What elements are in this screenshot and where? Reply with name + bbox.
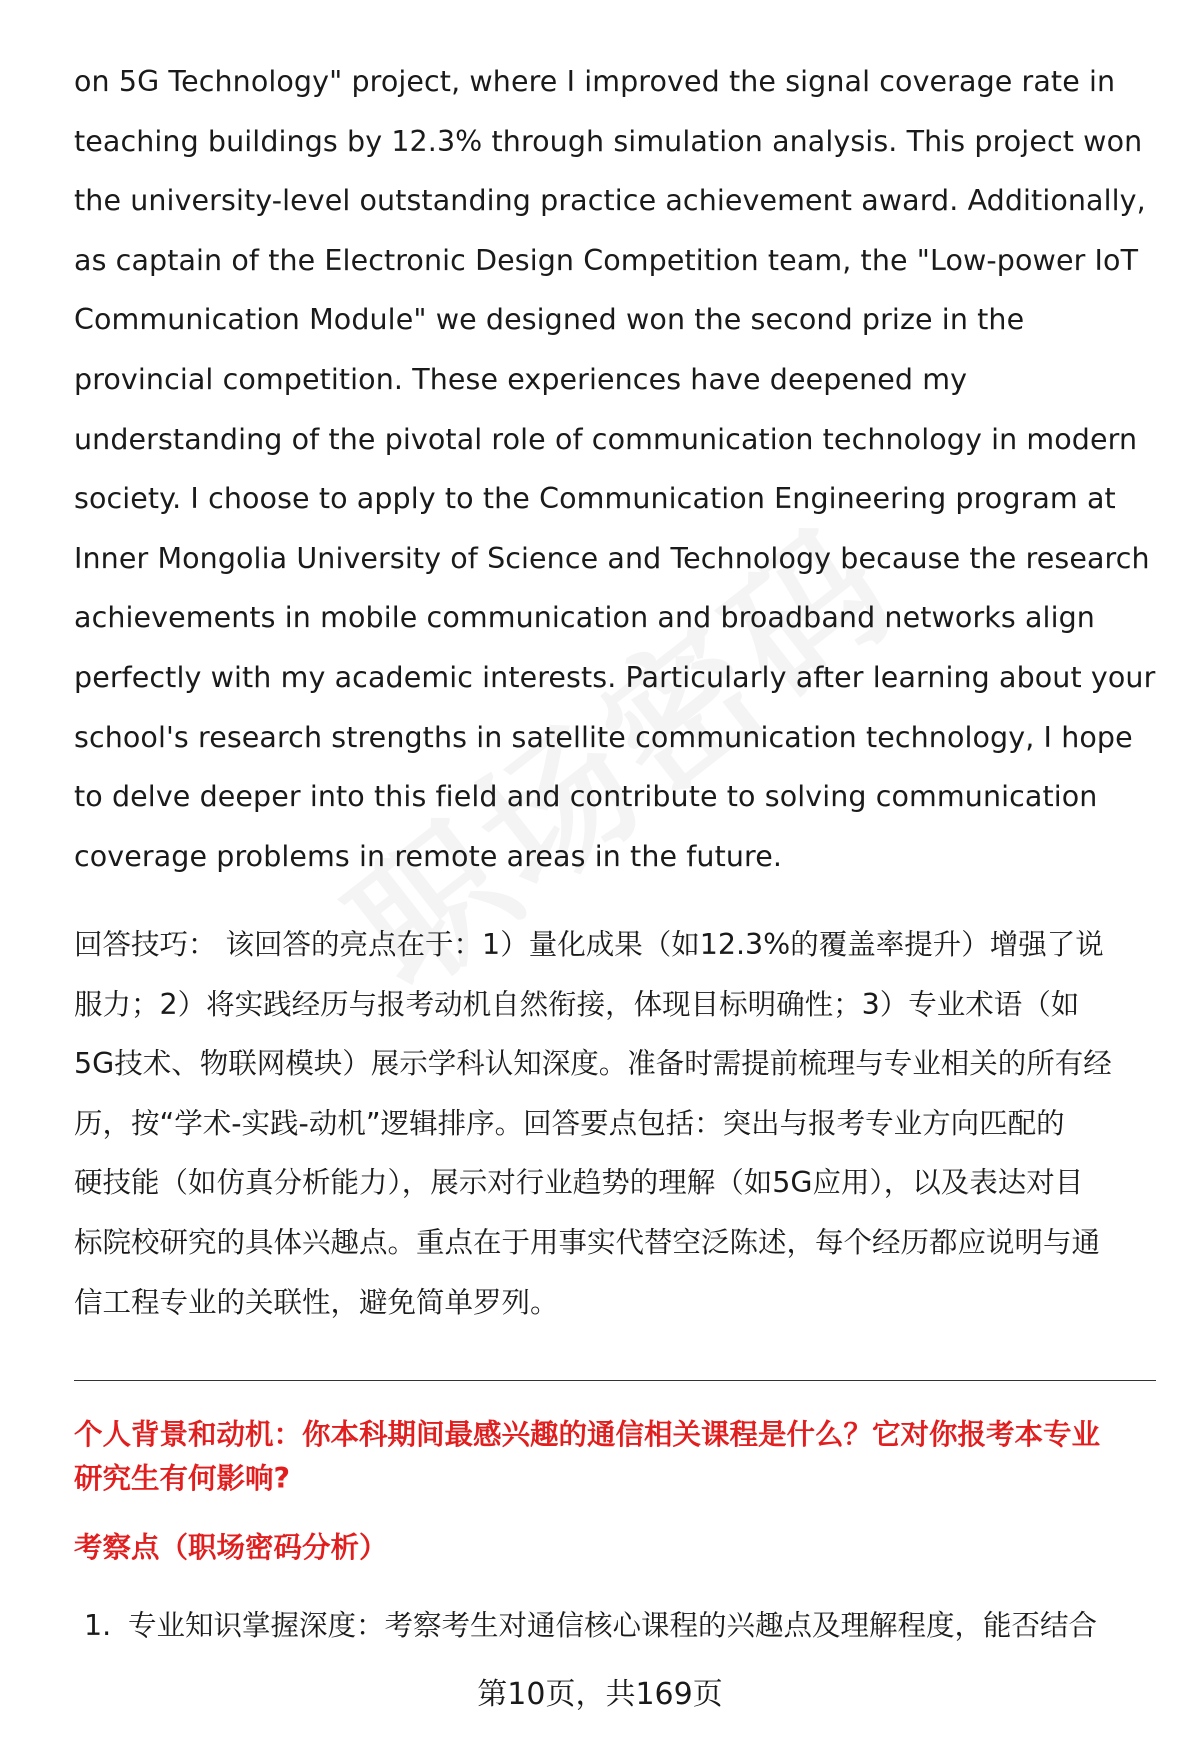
- tips-line: 回答技巧： 该回答的亮点在于：1）量化成果（如12.3%的覆盖率提升）增强了说: [74, 928, 1104, 961]
- section-title: 考察点（职场密码分析）: [74, 1531, 388, 1564]
- list-item-text: 专业知识掌握深度：考察考生对通信核心课程的兴趣点及理解程度，能否结合: [128, 1609, 1098, 1642]
- paragraph-line: achievements in mobile communication and broadband networks align: [74, 601, 1095, 635]
- question-line: 个人背景和动机：你本科期间最感兴趣的通信相关课程是什么？它对你报考本专业: [74, 1418, 1101, 1451]
- answer-tips-paragraph: [74, 915, 1154, 1332]
- paragraph-line: teaching buildings by 12.3% through simulation analysis. This project won: [74, 124, 1143, 158]
- question-heading: [74, 1413, 1164, 1501]
- paragraph-line: as captain of the Electronic Design Competition team, the "Low-power IoT: [74, 243, 1139, 277]
- tips-line: 标院校研究的具体兴趣点。重点在于用事实代替空泛陈述，每个经历都应说明与通: [74, 1225, 1101, 1259]
- paragraph-line: provincial competition. These experiences have deepened my: [74, 362, 968, 396]
- paragraph-line: perfectly with my academic interests. Particularly after learning about your: [74, 660, 1156, 694]
- paragraph-line: Communication Module" we designed won the second prize in the: [74, 303, 1025, 337]
- paragraph-line: Inner Mongolia University of Science and Technology because the research: [74, 541, 1150, 575]
- question-line: 研究生有何影响?: [74, 1462, 291, 1495]
- paragraph-line: the university-level outstanding practice achievement award. Additionally,: [74, 184, 1146, 218]
- tips-line: 服力；2）将实践经历与报考动机自然衔接，体现目标明确性；3）专业术语（如: [74, 987, 1080, 1021]
- paragraph-line: coverage problems in remote areas in the future.: [74, 839, 782, 873]
- list-item-number: 1.: [84, 1609, 112, 1642]
- paragraph-line: to delve deeper into this field and contribute to solving communication: [74, 780, 1098, 814]
- paragraph-line: school's research strengths in satellite communication technology, I hope: [74, 720, 1133, 754]
- paragraph-line: on 5G Technology" project, where I improved the signal coverage rate in: [74, 65, 1116, 98]
- tips-line: 5G技术、物联网模块）展示学科认知深度。准备时需提前梳理与专业相关的所有经: [74, 1047, 1112, 1081]
- tips-line: 信工程专业的关联性，避免简单罗列。: [74, 1285, 559, 1319]
- paragraph-line: society. I choose to apply to the Communication Engineering program at: [74, 482, 1116, 516]
- tips-line: 历，按“学术-实践-动机”逻辑排序。回答要点包括：突出与报考专业方向匹配的: [74, 1106, 1065, 1140]
- list-item: [84, 1604, 1154, 1648]
- tips-line: 硬技能（如仿真分析能力），展示对行业趋势的理解（如5G应用），以及表达对目: [74, 1166, 1084, 1200]
- paragraph-line: understanding of the pivotal role of communication technology in modern: [74, 422, 1138, 456]
- page-footer: 第10页，共169页: [477, 1677, 723, 1712]
- english-answer-paragraph: [74, 52, 1156, 886]
- section-divider: [74, 1380, 1156, 1381]
